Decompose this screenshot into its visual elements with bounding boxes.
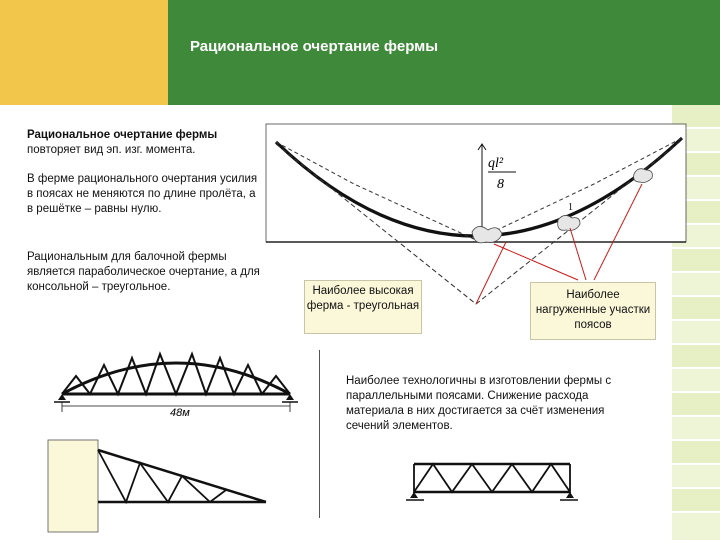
paragraph-shapes: Рациональным для балочной фермы является параболическое очертание, а для консольной – треугольное. [27, 251, 260, 293]
highlight-zone-middle [472, 226, 502, 242]
red-pointer-right-1 [494, 244, 578, 280]
diagram-frame [266, 124, 686, 242]
parallel-web-members [414, 464, 570, 492]
cantilever-wall [48, 440, 98, 532]
paragraph-definition-rest: повторяет вид эп. изг. момента. [27, 144, 196, 156]
highlight-zone-right-high [634, 169, 653, 183]
paragraph-parallel-chords: Наиболее технологичны в изготовлении фермы с параллельными поясами. Снижение расхода материала в них достигается за счёт изменения сечений элементов. [346, 375, 612, 432]
paragraph-forces: В ферме рационального очертания усилия в поясах не меняются по длине пролёта, а в решётке – равны нулю. [27, 173, 258, 215]
callout-loaded-chords: Наиболее нагруженные участки поясов [530, 282, 656, 340]
slide-title: Рациональное очертание фермы [190, 38, 439, 55]
curve-label-1: 1 [568, 202, 573, 213]
formula-denominator: 8 [497, 177, 504, 192]
formula-numerator: ql² [488, 156, 504, 171]
vertical-divider [319, 350, 320, 518]
cantilever-web-members [98, 450, 226, 502]
left-accent-bar [0, 0, 168, 105]
paragraph-definition [27, 128, 263, 158]
arched-truss-drawing [48, 338, 304, 420]
paragraph-definition-bold: Рациональное очертание фермы [27, 129, 218, 141]
parallel-chord-truss-drawing [404, 460, 580, 506]
span-label: 48м [170, 407, 190, 419]
callout-triangular-truss: Наиболее высокая ферма - треугольная [304, 280, 422, 334]
red-pointer-left [476, 242, 506, 304]
cantilever-truss-drawing [48, 440, 270, 532]
highlight-zone-right-low [558, 215, 580, 230]
